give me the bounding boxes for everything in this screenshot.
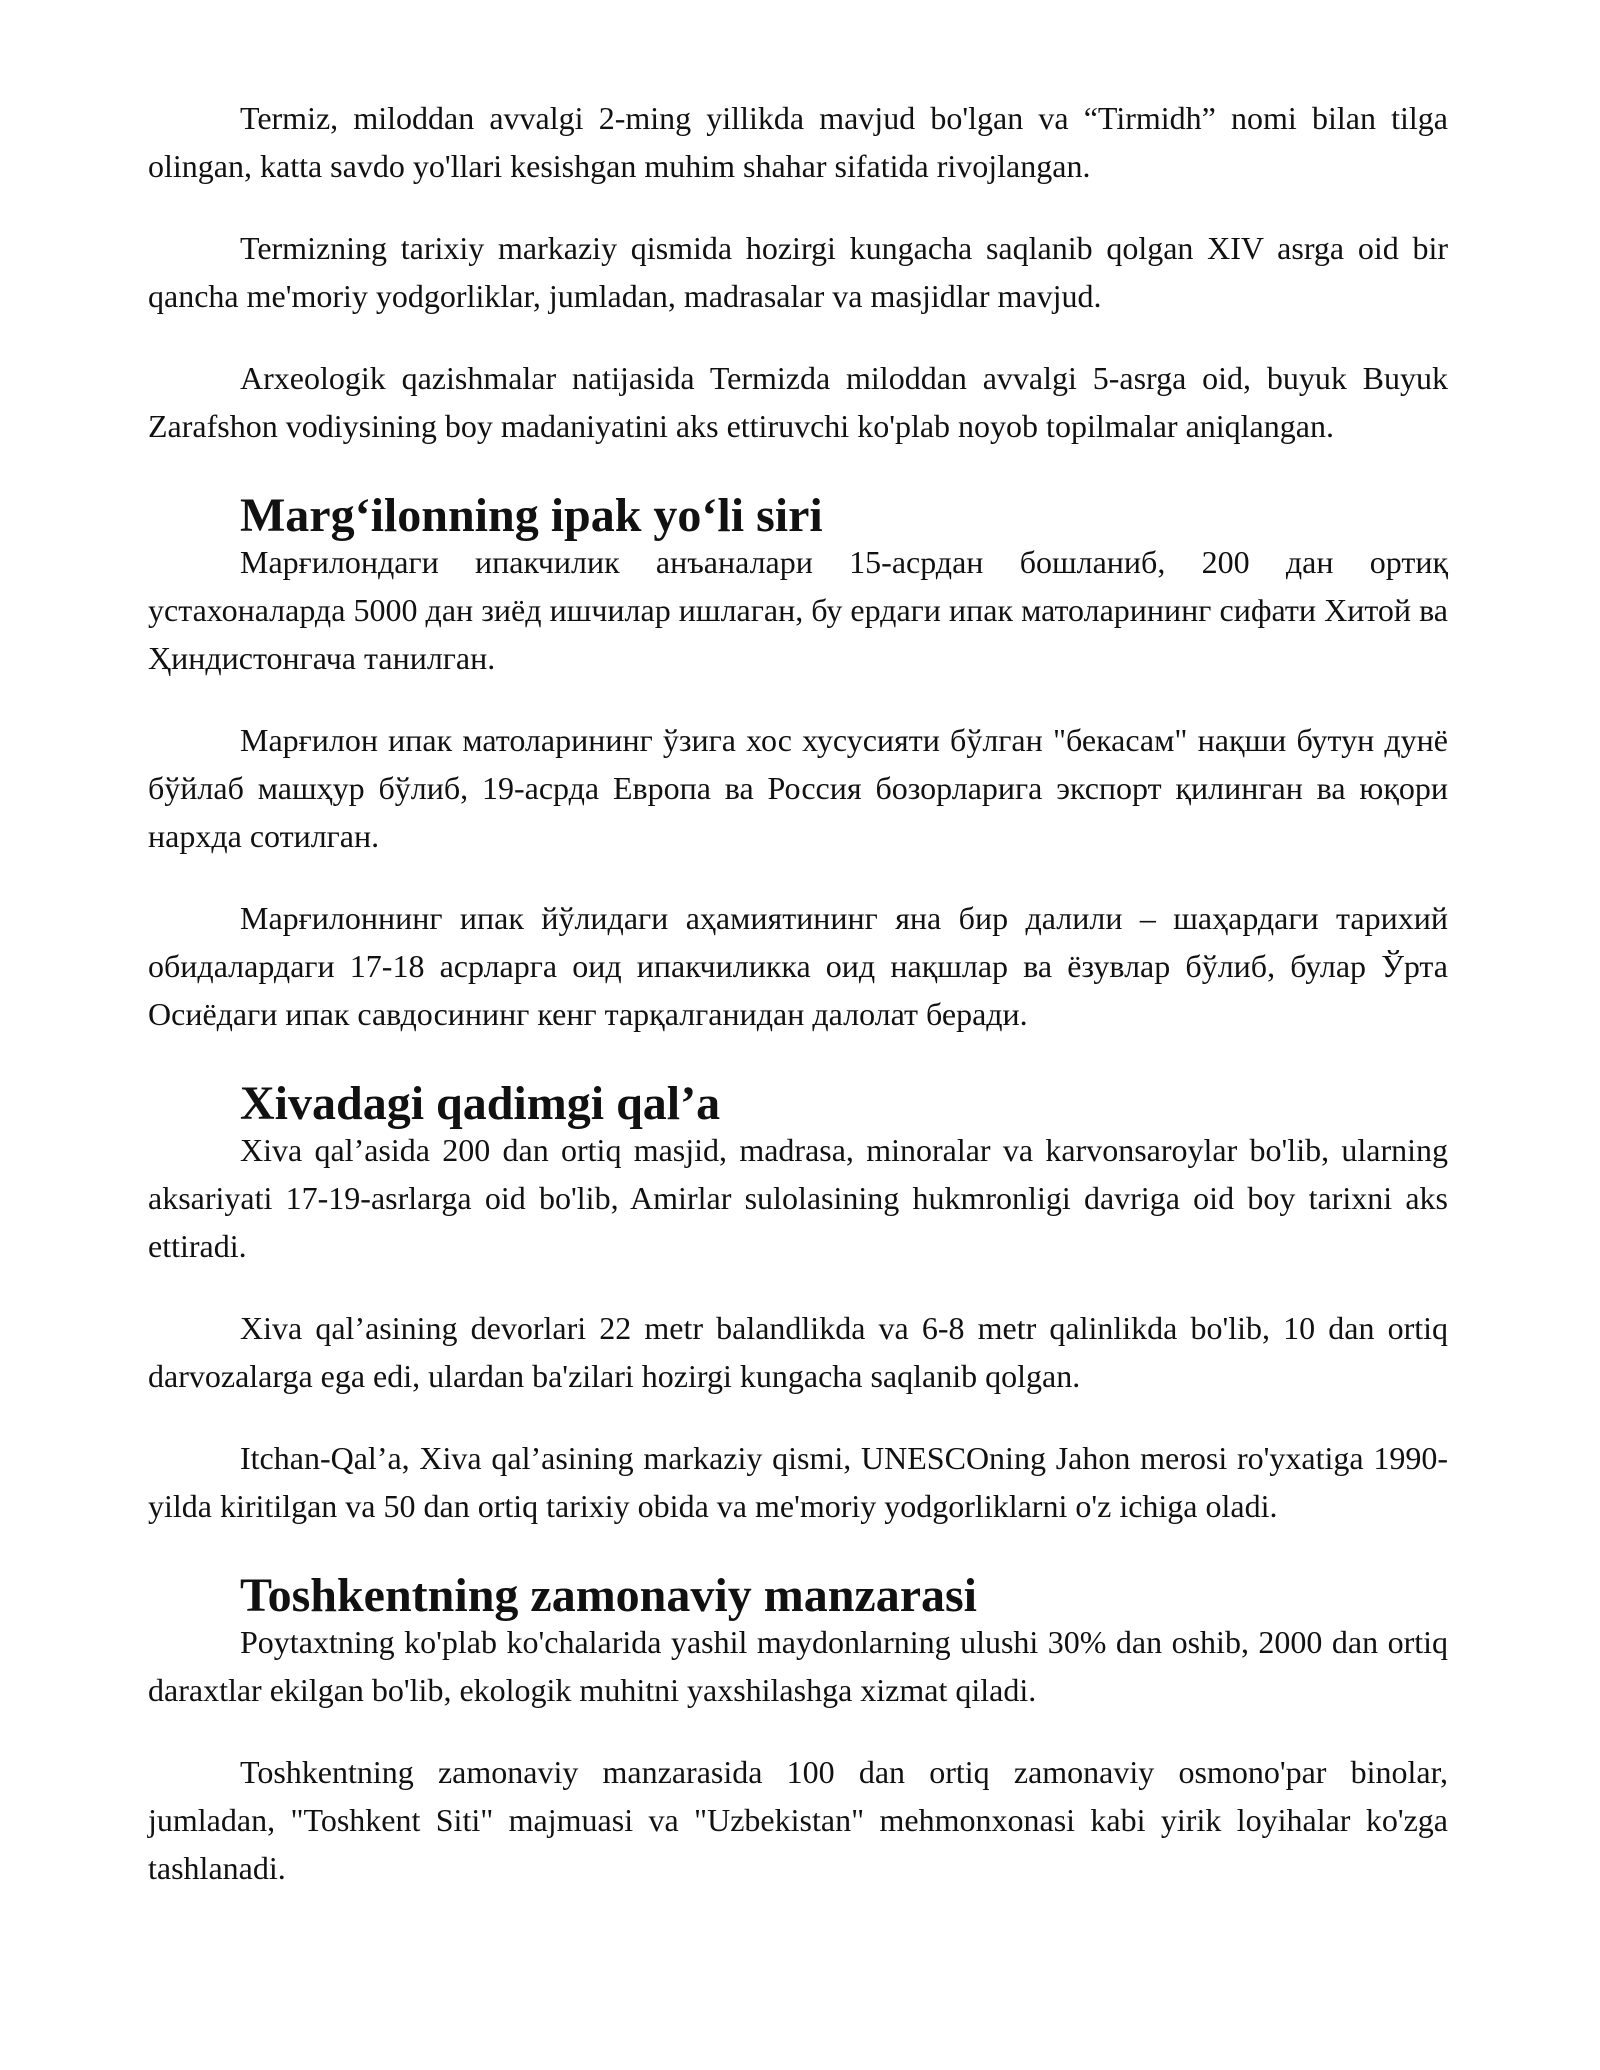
intro-paragraph-1: Termiz, miloddan avvalgi 2-ming yillikda mavjud bo'lgan va “Tirmidh” nomi bilan tilga olingan, katta savdo yo'llari kesishgan muhim shahar sifatida rivojlangan. — [148, 100, 1448, 184]
margilon-paragraph-2: Марғилон ипак матоларининг ўзига хос хусусияти бўлган "бекасам" нақши бутун дунё бўйлаб машҳур бўлиб, 19-асрда Европа ва Россия бозорларига экспорт қилинган ва юқори нархда сотилган. — [148, 722, 1448, 854]
intro-paragraph-2: Termizning tarixiy markaziy qismida hozirgi kungacha saqlanib qolgan XIV asrga oid bir qancha me'moriy yodgorliklar, jumladan, madrasalar va masjidlar mavjud. — [148, 230, 1448, 314]
margilon-paragraph-1: Марғилондаги ипакчилик анъаналари 15-асрдан бошланиб, 200 дан ортиқ устахоналарда 5000 дан зиёд ишчилар ишлаган, бу ердаги ипак матоларининг сифати Хитой ва Ҳиндистонгача танилган. — [148, 544, 1448, 676]
xiva-paragraph-1: Xiva qal’asida 200 dan ortiq masjid, madrasa, minoralar va karvonsaroylar bo'lib, ularning aksariyati 17-19-asrlarga oid bo'lib, Amirlar sulolasining hukmronligi davriga oid boy tarixni aks ettiradi. — [148, 1132, 1448, 1264]
margilon-paragraph-3: Марғилоннинг ипак йўлидаги аҳамиятининг яна бир далили – шаҳардаги тарихий обидалардаги 17-18 асрларга оид ипакчиликка оид нақшлар ва ёзувлар бўлиб, булар Ўрта Осиёдаги ипак савдосининг кенг тарқалганидан далолат беради. — [148, 900, 1448, 1032]
toshkent-paragraph-1: Poytaxtning ko'plab ko'chalarida yashil maydonlarning ulushi 30% dan oshib, 2000 dan ortiq daraxtlar ekilgan bo'lib, ekologik muhitni yaxshilashga xizmat qiladi. — [148, 1624, 1448, 1708]
section-heading-margilon: Marg‘ilonning ipak yo‘li siri — [240, 489, 823, 542]
section-heading-xiva: Xivadagi qadimgi qal’a — [240, 1077, 721, 1130]
document-page — [148, 94, 1448, 1892]
xiva-paragraph-2: Xiva qal’asining devorlari 22 metr balandlikda va 6-8 metr qalinlikda bo'lib, 10 dan ortiq darvozalarga ega edi, ulardan ba'zilari hozirgi kungacha saqlanib qolgan. — [148, 1310, 1448, 1394]
xiva-paragraph-3: Itchan-Qal’a, Xiva qal’asining markaziy qismi, UNESCOning Jahon merosi ro'yxatiga 1990-yilda kiritilgan va 50 dan ortiq tarixiy obida va me'moriy yodgorliklarni o'z ichiga oladi. — [148, 1440, 1448, 1524]
intro-paragraph-3: Arxeologik qazishmalar natijasida Termizda miloddan avvalgi 5-asrga oid, buyuk Buyuk Zarafshon vodiysining boy madaniyatini aks ettiruvchi ko'plab noyob topilmalar aniqlangan. — [148, 360, 1448, 444]
toshkent-paragraph-2: Toshkentning zamonaviy manzarasida 100 dan ortiq zamonaviy osmono'par binolar, jumladan, "Toshkent Siti" majmuasi va "Uzbekistan" mehmonxonasi kabi yirik loyihalar ko'zga tashlanadi. — [148, 1754, 1448, 1886]
section-heading-toshkent: Toshkentning zamonaviy manzarasi — [240, 1569, 978, 1622]
